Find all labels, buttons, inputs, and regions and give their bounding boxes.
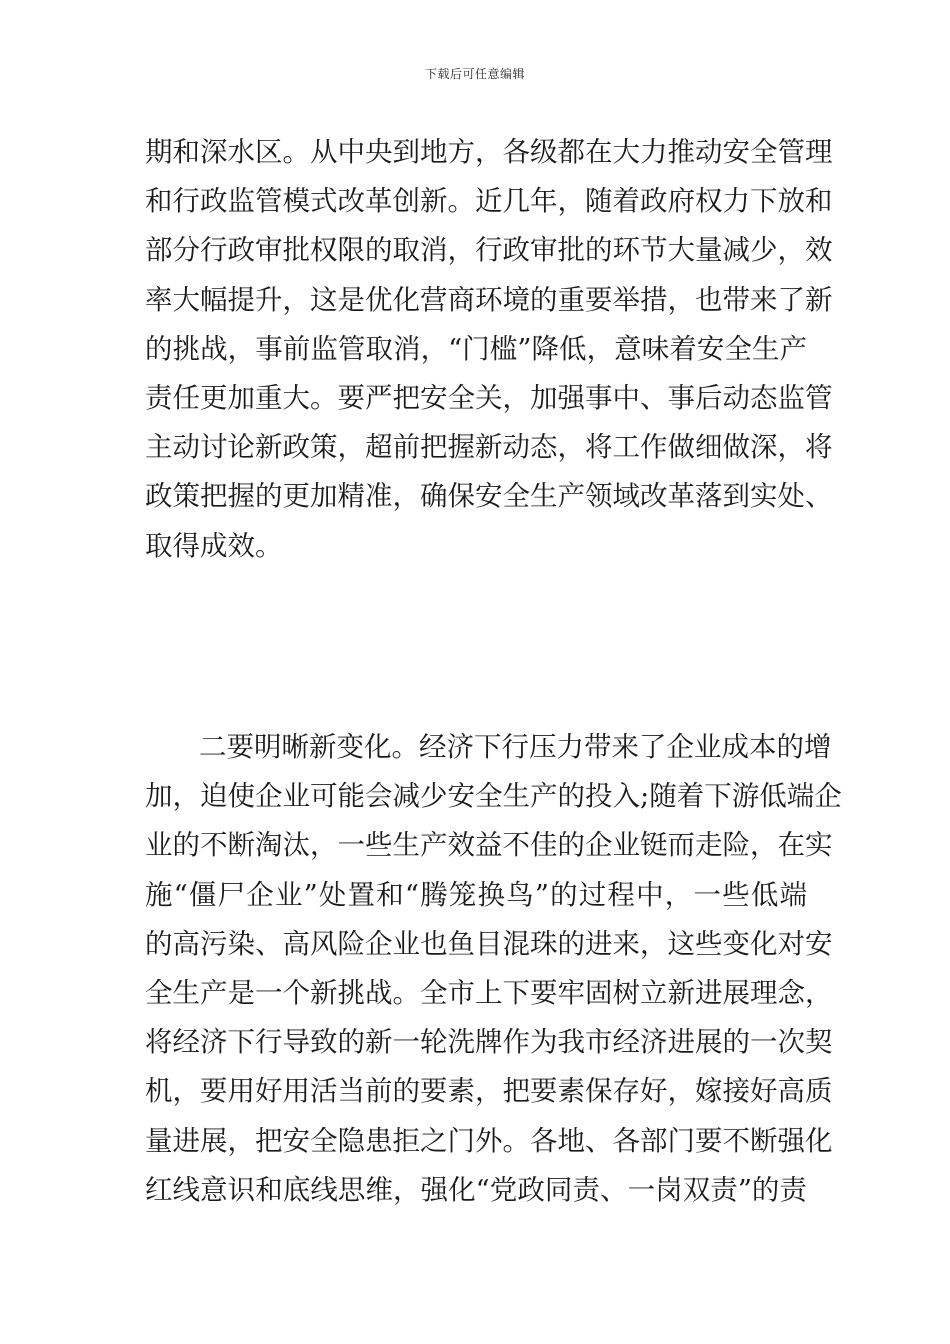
text-line: 取得成效。 (145, 529, 283, 562)
text-line: 将经济下行导致的新一轮洗牌作为我市经济进展的一次契 (145, 1026, 833, 1059)
text-line: 的挑战，事前监管取消，“门槛”降低，意味着安全生产 (145, 332, 807, 365)
text-line: 部分行政审批权限的取消，行政审批的环节大量减少，效 (145, 234, 833, 267)
text-line: 期和深水区。从中央到地方，各级都在大力推动安全管理 (145, 136, 833, 168)
body-paragraph (145, 723, 842, 1215)
text-line: 施“僵尸企业”处置和“腾笼换鸟”的过程中，一些低端 (145, 878, 807, 911)
text-line: 二要明晰新变化。经济下行压力带来了企业成本的增 (199, 731, 832, 763)
text-line: 全生产是一个新挑战。全市上下要牢固树立新进展理念， (145, 976, 833, 1009)
text-line: 主动讨论新政策，超前把握新动态，将工作做细做深，将 (145, 431, 833, 464)
body-paragraph (145, 128, 833, 571)
text-line: 红线意识和底线思维，强化“党政同责、一岗双责”的责 (145, 1173, 807, 1206)
text-line: 责任更加重大。要严把安全关，加强事中、事后动态监管 (145, 381, 833, 414)
page-header-note: 下载后可任意编辑 (424, 67, 525, 81)
text-line: 业的不断淘汰，一些生产效益不佳的企业铤而走险，在实 (145, 829, 833, 862)
text-line: 加，迫使企业可能会减少安全生产的投入;随着下游低端企 (145, 780, 842, 813)
text-line: 机，要用好用活当前的要素，把要素保存好，嫁接好高质 (145, 1075, 833, 1108)
text-line: 政策把握的更加精准，确保安全生产领域改革落到实处、 (145, 480, 833, 513)
text-line: 率大幅提升，这是优化营商环境的重要举措，也带来了新 (145, 283, 833, 316)
text-line: 量进展，把安全隐患拒之门外。各地、各部门要不断强化 (145, 1124, 833, 1157)
text-line: 和行政监管模式改革创新。近几年，随着政府权力下放和 (145, 185, 833, 218)
text-line: 的高污染、高风险企业也鱼目混珠的进来，这些变化对安 (145, 927, 833, 960)
